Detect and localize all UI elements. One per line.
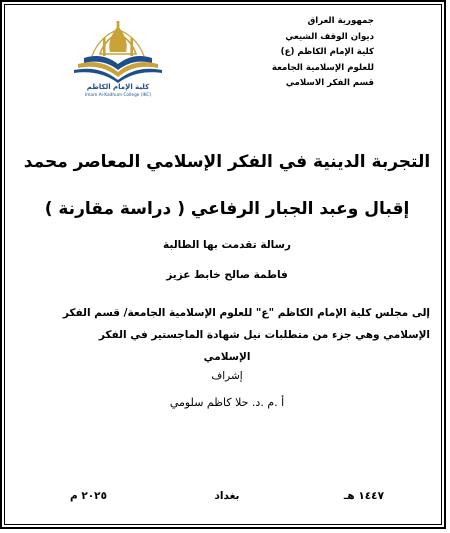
purpose-line-1: إلى مجلس كلية الإمام الكاظم "ع" للعلوم الإسلامية الجامعة/ قسم الفكر xyxy=(62,307,430,319)
submission-purpose xyxy=(24,302,430,368)
header-line-department: قسم الفكر الاسلامي xyxy=(285,78,374,88)
header-line-college-sub: للعلوم الإسلامية الجامعة xyxy=(271,62,374,73)
supervision-label: إشراف xyxy=(211,370,243,382)
header-line-endowment: ديوان الوقف الشيعي xyxy=(285,31,374,42)
logo-name-arabic: كلية الإمام الكاظم xyxy=(86,83,150,91)
gregorian-year: ٢٠٢٥ م xyxy=(70,490,107,502)
college-emblem-icon xyxy=(70,20,166,84)
place-name: بغداد xyxy=(214,490,240,502)
institution-header xyxy=(272,14,374,92)
submitted-by-label: رسالة تقدمت بها الطالبة xyxy=(163,239,291,251)
thesis-title-line-2: إقبال وعبد الجبار الرفاعي ( دراسة مقارنة ) xyxy=(44,199,410,219)
purpose-line-3: الإسلامي xyxy=(203,351,251,363)
college-logo xyxy=(70,20,166,108)
purpose-line-2: الإسلامي وهي جزء من متطلبات نيل شهادة الماجستير في الفكر xyxy=(98,329,430,341)
thesis-title-line-1: التجربة الدينية في الفكر الإسلامي المعاصر محمد xyxy=(23,152,431,172)
header-line-college: كلية الإمام الكاظم (ع) xyxy=(280,47,374,57)
student-name: فاطمة صالح خابط عزيز xyxy=(166,269,288,281)
header-line-country: جمهورية العراق xyxy=(307,16,374,26)
hijri-year: ١٤٤٧ هـ xyxy=(343,490,384,502)
supervisor-name: أ .م .د. حلا كاظم سلومي xyxy=(169,396,285,409)
logo-name-english: Imam Al-Kadhum College (IKC) xyxy=(84,93,152,98)
